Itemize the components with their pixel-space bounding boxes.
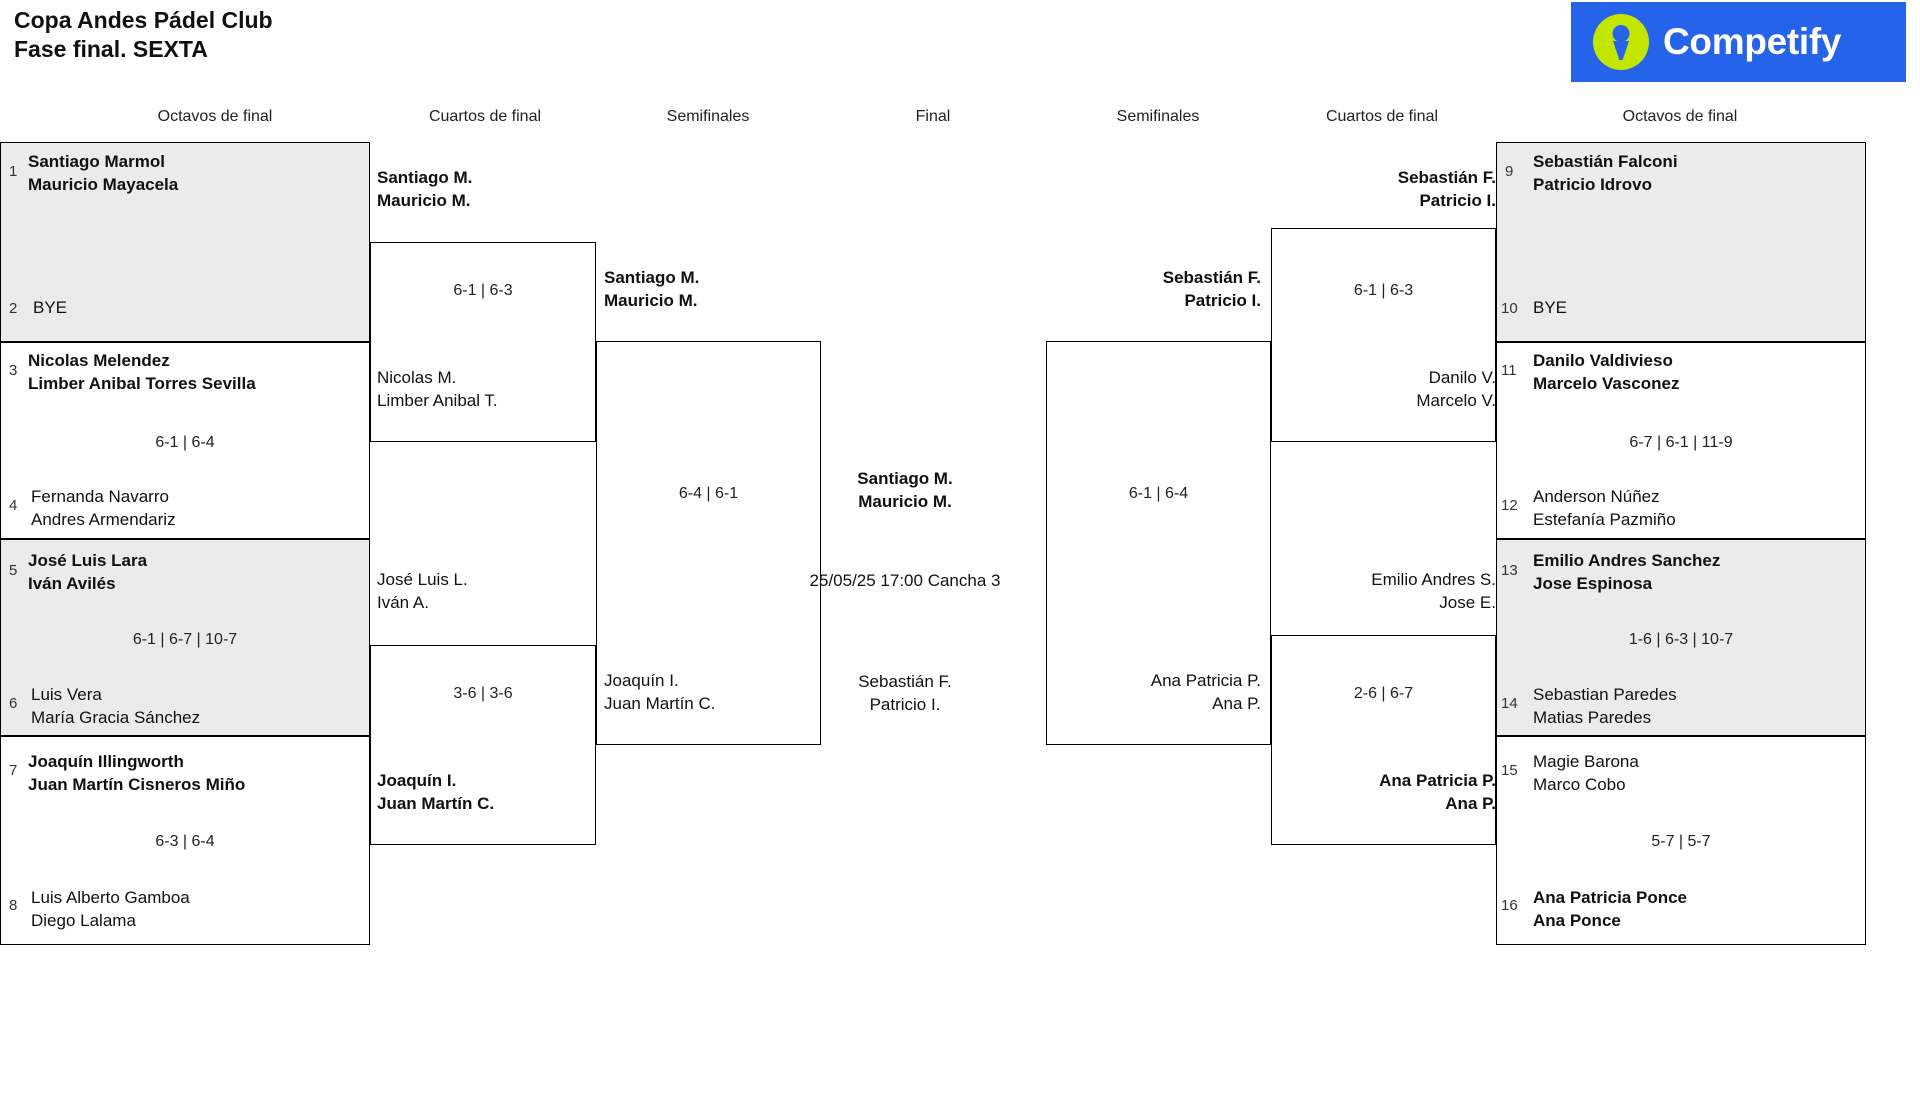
player-name: Diego Lalama [31,911,136,930]
match-score: 2-6 | 6-7 [1353,685,1414,702]
player-name: Santiago M. [377,168,473,187]
player-name: Emilio Andres S. [1371,570,1496,589]
player-name: Jose Espinosa [1533,574,1653,593]
player-name: Danilo Valdivieso [1533,351,1673,370]
player-name: Limber Anibal Torres Sevilla [28,374,256,393]
player-name: Santiago Marmol [28,152,165,171]
round-heading-left-qf: Cuartos de final [428,108,542,125]
player-name: Juan Martín C. [377,794,495,813]
match-score: 6-4 | 6-1 [678,485,739,502]
player-name: Marcelo Vasconez [1533,374,1680,393]
match-score: 6-1 | 6-7 | 10-7 [132,631,238,648]
player-name: Matias Paredes [1533,708,1652,727]
player-name: Ana P. [1445,794,1496,813]
match-score: 6-1 | 6-4 [155,434,215,451]
player-name: Ana Patricia P. [1379,771,1496,790]
seed-number: 6 [9,695,18,712]
player-name: Sebastian Paredes [1533,685,1677,704]
round-heading-left-sf: Semifinales [666,108,750,125]
seed-number: 8 [9,897,18,914]
seed-number: 9 [1505,163,1514,180]
page-title [14,6,273,65]
player-name: Joaquín Illingworth [28,752,184,771]
player-name: Andres Armendariz [31,510,176,529]
player-name: Anderson Núñez [1533,487,1660,506]
seed-number: 2 [9,300,18,317]
player-name: Nicolas M. [377,368,457,387]
final-right-player2: Patricio I. [869,695,941,714]
final-left-player1: Santiago M. [857,469,953,488]
player-name: BYE [33,298,68,317]
player-name: Iván Avilés [28,574,116,593]
seed-number: 12 [1501,497,1518,514]
player-name: Magie Barona [1533,752,1639,771]
player-name: Joaquín I. [377,771,457,790]
competify-mark-icon [1593,14,1649,70]
player-name: BYE [1533,298,1568,317]
match-score: 6-7 | 6-1 | 11-9 [1629,434,1733,451]
competify-logo [1571,2,1906,82]
player-name: Nicolas Melendez [28,351,170,370]
round-heading-left-r16: Octavos de final [157,108,273,125]
seed-number: 3 [9,362,18,379]
player-name: Emilio Andres Sanchez [1533,551,1721,570]
player-name: Marco Cobo [1533,775,1626,794]
match-score: 6-1 | 6-4 [1128,485,1189,502]
player-name: María Gracia Sánchez [31,708,201,727]
round-heading-right-sf: Semifinales [1116,108,1200,125]
seed-number: 13 [1501,562,1518,579]
player-name: Ana P. [1212,694,1261,713]
final-left-player2: Mauricio M. [858,492,952,511]
player-name: Mauricio Mayacela [28,175,179,194]
player-name: Sebastián F. [1397,168,1496,187]
player-name: Joaquín I. [604,671,679,690]
player-name: Sebastián F. [1162,268,1261,287]
round-heading-right-r16: Octavos de final [1622,108,1738,125]
seed-number: 4 [9,497,18,514]
seed-number: 1 [9,163,18,180]
match-score: 1-6 | 6-3 | 10-7 [1628,631,1734,648]
seed-number: 14 [1501,695,1518,712]
player-name: Juan Martín Cisneros Miño [28,775,246,794]
player-name: Luis Alberto Gamboa [31,888,190,907]
player-name: Ana Patricia Ponce [1533,888,1688,907]
player-name: Ana Ponce [1533,911,1621,930]
final-right-player1: Sebastián F. [858,672,952,691]
match-score: 6-3 | 6-4 [155,833,215,850]
player-name: Limber Anibal T. [377,391,498,410]
player-name: Luis Vera [31,685,102,704]
player-name: Danilo V. [1428,368,1496,387]
player-name: Sebastián Falconi [1533,152,1678,171]
seed-number: 5 [9,562,18,579]
player-name: José Luis Lara [28,551,148,570]
tournament-phase: Fase final. SEXTA [14,36,208,63]
player-name: Marcelo V. [1416,391,1496,410]
player-name: José Luis L. [377,570,468,589]
player-name: Patricio I. [1184,291,1261,310]
final-schedule: 25/05/25 17:00 Cancha 3 [809,571,1001,590]
match-score: 6-1 | 6-3 [1353,282,1414,299]
seed-number: 10 [1501,300,1518,317]
player-name: Estefanía Pazmiño [1533,510,1676,529]
player-name: Juan Martín C. [604,694,716,713]
competify-wordmark: Competify [1663,21,1842,62]
player-name: Patricio I. [1419,191,1496,210]
match-box[interactable] [370,645,596,845]
tournament-name: Copa Andes Pádel Club [14,7,273,33]
match-box[interactable] [370,242,596,442]
player-name: Fernanda Navarro [31,487,169,506]
player-name: Iván A. [377,593,429,612]
player-name: Mauricio M. [604,291,698,310]
seed-number: 15 [1501,762,1518,779]
player-name: Patricio Idrovo [1533,175,1653,194]
seed-number: 11 [1501,362,1517,379]
round-heading-right-qf: Cuartos de final [1325,108,1439,125]
seed-number: 16 [1501,897,1518,914]
player-name: Jose E. [1439,593,1496,612]
match-score: 6-1 | 6-3 [453,282,513,299]
player-name: Ana Patricia P. [1150,671,1261,690]
player-name: Mauricio M. [377,191,471,210]
player-name: Santiago M. [604,268,700,287]
seed-number: 7 [9,762,18,779]
match-score: 3-6 | 3-6 [453,685,513,702]
match-score: 5-7 | 5-7 [1651,833,1711,850]
round-heading-final: Final [915,108,951,125]
